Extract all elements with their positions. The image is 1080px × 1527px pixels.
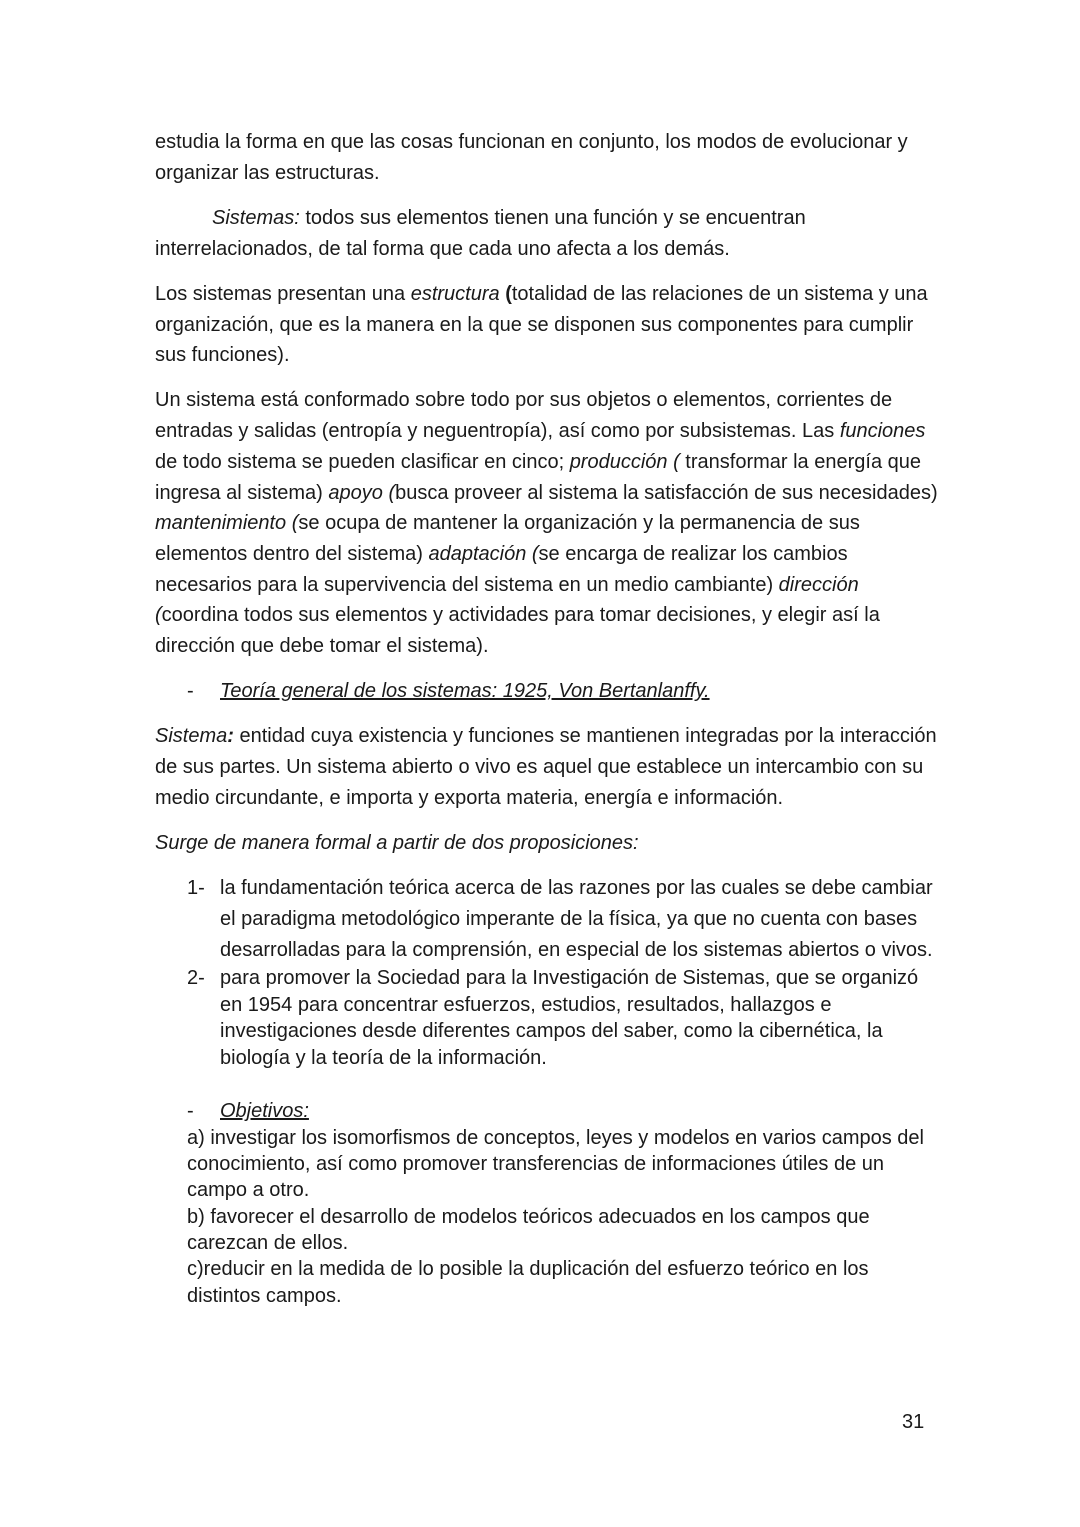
objective-item: a) investigar los isomorfismos de conceptos, leyes y modelos en varios campos del conocimiento, así como promover transferencias de informaciones útiles de un campo a otro. [187,1126,924,1202]
page-number: 31 [902,1411,925,1433]
term-produccion: producción ( [569,450,680,473]
paragraph-funciones: Un sistema está conformado sobre todo por sus objetos o elementos, corrientes de entradas y salidas (entropía y neguentropía), así como por subsistemas. Las funciones de todo sistema se pueden clasificar en cinco; producción ( transformar la energía que ingresa al sistema) apoyo (busca proveer al sistema la satisfacción de sus necesidades) mantenimiento (se ocupa de mantener la organización y la permanencia de sus elementos dentro del sistema) adaptación (se encarga de realizar los cambios necesarios para la supervivencia del sistema en un medio cambiante) dirección (coordina todos sus elementos y actividades para tomar decisiones, y elegir así la dirección que debe tomar el sistema). [155,389,938,658]
heading-objetivos [155,1098,940,1125]
term-funciones: funciones [839,420,926,443]
bullet-dash: - [187,680,194,703]
list-number: 1- [187,877,205,900]
term-adaptacion: adaptación ( [428,542,539,565]
paragraph-intro: estudia la forma en que las cosas funcionan en conjunto, los modos de evolucionar y organizar las estructuras. [155,131,908,184]
paragraph-estructura: Los sistemas presentan una estructura (totalidad de las relaciones de un sistema y una organización, que es la manera en la que se disponen sus componentes para cumplir sus funciones). [155,282,928,367]
term-sistema: Sistema [155,725,228,748]
paragraph-proposiciones-intro: Surge de manera formal a partir de dos proposiciones: [155,832,639,855]
paragraph-sistemas: Sistemas: todos sus elementos tienen una función y se encuentran interrelacionados, de tal forma que cada uno afecta a los demás. [155,206,806,260]
paragraph-sistema-definicion: Sistema: entidad cuya existencia y funciones se mantienen integradas por la interacción de sus partes. Un sistema abierto o vivo es aquel que establece un intercambio con su medio circundante, e importa y exporta materia, energía e información. [155,725,937,809]
heading-teoria-general [155,676,940,707]
propositions-list [155,873,940,1071]
list-item: 2- para promover la Sociedad para la Investigación de Sistemas, que se organizó en 1954 para concentrar esfuerzos, estudios, resultados, hallazgos e investigaciones desde diferentes campos del saber, como la cibernética, la biología y la teoría de la información. [187,967,919,1069]
objectives-list [155,1125,940,1309]
heading-text: Teoría general de los sistemas: 1925, Von Bertanlanffy. [220,680,710,703]
objectives-section [155,1098,940,1309]
term-direccion: dirección ( [155,573,859,627]
page-content [155,127,940,1309]
term-sistemas: Sistemas: [212,206,300,229]
term-mantenimiento: mantenimiento ( [155,512,299,535]
list-number: 2- [187,967,205,990]
heading-text: Objetivos: [220,1100,309,1123]
list-item: 1- la fundamentación teórica acerca de las razones por las cuales se debe cambiar el paradigma metodológico imperante de la física, ya que no cuenta con bases desarrolladas para la comprensión, en especial de los sistemas abiertos o vivos. [155,873,940,965]
objective-item: b) favorecer el desarrollo de modelos teóricos adecuados en los campos que carezcan de ellos. [187,1205,870,1255]
objective-item: c)reducir en la medida de lo posible la duplicación del esfuerzo teórico en los distintos campos. [187,1258,869,1307]
bullet-dash: - [187,1100,194,1123]
term-apoyo: apoyo ( [328,481,396,504]
term-estructura: estructura [410,282,500,305]
